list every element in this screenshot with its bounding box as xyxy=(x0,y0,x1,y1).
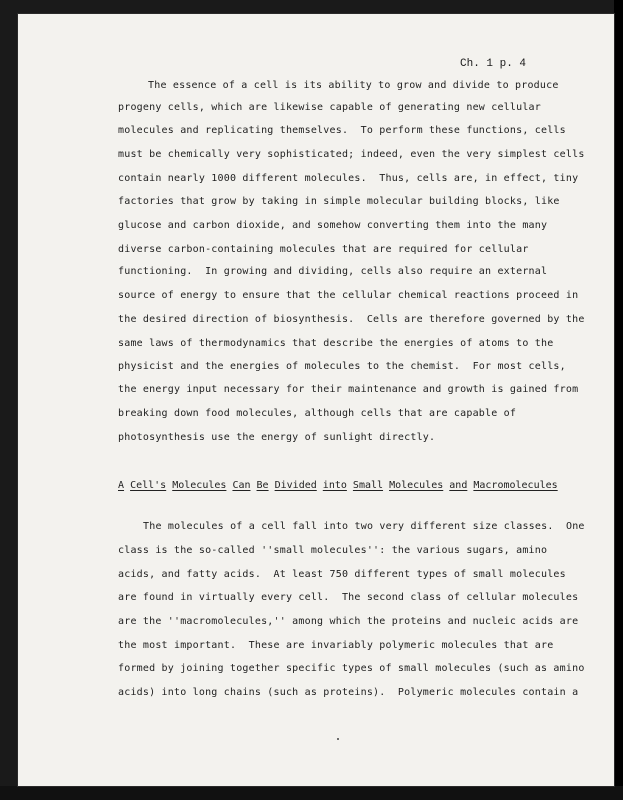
heading-word: Molecules xyxy=(389,480,444,491)
text-line: molecules and replicating themselves. To perform these functions, cells xyxy=(118,125,566,136)
text-line: breaking down food molecules, although cells that are capable of xyxy=(118,408,517,419)
heading-word: Be xyxy=(256,480,269,491)
text-line: same laws of thermodynamics that describe the energies of atoms to the xyxy=(118,338,554,349)
text-line: progeny cells, which are likewise capable of generating new cellular xyxy=(118,102,541,113)
text-line: The molecules of a cell fall into two very different size classes. One xyxy=(143,521,585,532)
text-line: formed by joining together specific types of small molecules (such as amino xyxy=(118,663,585,674)
heading-word: Small xyxy=(352,480,384,491)
text-line: acids, and fatty acids. At least 750 different types of small molecules xyxy=(118,569,566,580)
scan-border-right xyxy=(614,0,623,800)
heading-word: Divided xyxy=(274,480,317,491)
text-line: functioning. In growing and dividing, cells also require an external xyxy=(118,266,548,277)
page-mark xyxy=(337,738,339,740)
scan-border-bottom xyxy=(0,786,623,800)
text-line: The essence of a cell is its ability to grow and divide to produce xyxy=(148,80,559,91)
section-heading xyxy=(118,480,558,491)
text-line: the desired direction of biosynthesis. Cells are therefore governed by the xyxy=(118,314,585,325)
text-line: the most important. These are invariably polymeric molecules that are xyxy=(118,640,554,651)
text-line: are found in virtually every cell. The second class of cellular molecules xyxy=(118,592,579,603)
text-line: are the ''macromolecules,'' among which the proteins and nucleic acids are xyxy=(118,616,579,627)
page-reference: Ch. 1 p. 4 xyxy=(460,58,527,70)
heading-word: into xyxy=(322,480,347,491)
text-line: must be chemically very sophisticated; indeed, even the very simplest cells xyxy=(118,149,585,160)
text-line: factories that grow by taking in simple molecular building blocks, like xyxy=(118,196,560,207)
text-line: glucose and carbon dioxide, and somehow converting them into the many xyxy=(118,220,548,231)
heading-word: Cell's xyxy=(130,480,167,491)
text-line: acids) into long chains (such as proteins). Polymeric molecules contain a xyxy=(118,687,579,698)
heading-word: A xyxy=(118,480,125,491)
heading-word: Macromolecules xyxy=(473,480,558,491)
text-line: photosynthesis use the energy of sunlight directly. xyxy=(118,432,436,443)
heading-word: Can xyxy=(232,480,251,491)
text-line: contain nearly 1000 different molecules. Thus, cells are, in effect, tiny xyxy=(118,173,579,184)
text-line: source of energy to ensure that the cellular chemical reactions proceed in xyxy=(118,290,579,301)
text-line: physicist and the energies of molecules to the chemist. For most cells, xyxy=(118,361,566,372)
text-line: the energy input necessary for their maintenance and growth is gained from xyxy=(118,384,579,395)
heading-word: Molecules xyxy=(172,480,227,491)
text-line: diverse carbon-containing molecules that are required for cellular xyxy=(118,244,529,255)
text-line: class is the so-called ''small molecules'': the various sugars, amino xyxy=(118,545,548,556)
heading-word: and xyxy=(449,480,468,491)
